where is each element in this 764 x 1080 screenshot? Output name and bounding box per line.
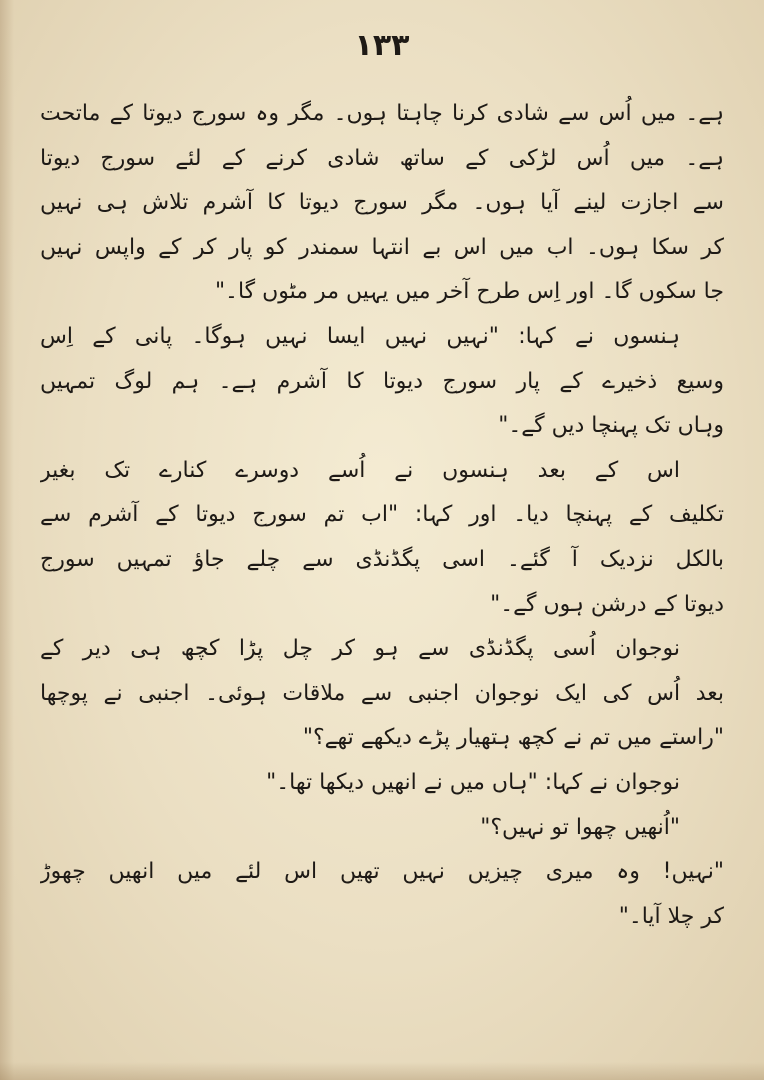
text-line: کر سکا ہوں۔ اب میں اس بے انتہا سمندر کو پار کر کے واپس نہیں <box>40 234 724 260</box>
text-line: ہے۔ میں اُس لڑکی کے ساتھ شادی کرنے کے لئے سورج دیوتا <box>40 145 724 171</box>
page-shadow-left <box>0 0 14 1080</box>
text-line: "راستے میں تم نے کچھ ہتھیار پڑے دیکھے تھے؟" <box>302 725 724 751</box>
text-line: اس کے بعد ہنسوں نے اُسے دوسرے کنارے تک بغیر <box>40 457 680 483</box>
text-line: جا سکوں گا۔ اور اِس طرح آخر میں یہیں مر مٹوں گا۔" <box>214 279 724 305</box>
text-line: وسیع ذخیرے کے پار سورج دیوتا کا آشرم ہے۔ ہم لوگ تمہیں <box>40 368 724 394</box>
text-line: ہنسوں نے کہا: "نہیں نہیں ایسا نہیں ہوگا۔ پانی کے اِس <box>40 323 680 349</box>
text-line: نوجوان نے کہا: "ہاں میں نے انھیں دیکھا تھا۔" <box>266 769 680 795</box>
page-number: ۱۳۳ <box>354 28 410 63</box>
text-line: سے اجازت لینے آیا ہوں۔ مگر سورج دیوتا کا آشرم تلاش ہی نہیں <box>40 190 724 216</box>
text-line: دیوتا کے درشن ہوں گے۔" <box>490 591 724 617</box>
text-line: نوجوان اُسی پگڈنڈی سے ہو کر چل پڑا کچھ ہی دیر کے <box>40 636 680 662</box>
text-line: "نہیں! وہ میری چیزیں نہیں تھیں اس لئے میں انھیں چھوڑ <box>40 859 724 885</box>
page-text <box>40 92 724 939</box>
text-line: ہے۔ میں اُس سے شادی کرنا چاہتا ہوں۔ مگر وہ سورج دیوتا کے ماتحت <box>40 101 724 126</box>
text-line: "اُنھیں چھوا تو نہیں؟" <box>480 814 680 840</box>
text-line: بالکل نزدیک آ گئے۔ اسی پگڈنڈی سے چلے جاؤ تمہیں سورج <box>40 546 724 572</box>
text-line: کر چلا آیا۔" <box>618 903 724 929</box>
text-line: وہاں تک پہنچا دیں گے۔" <box>498 413 724 439</box>
text-line: تکلیف کے پہنچا دیا۔ اور کہا: "اب تم سورج دیوتا کے آشرم سے <box>40 502 724 528</box>
page-shadow-bottom <box>0 1062 764 1080</box>
text-line: بعد اُس کی ایک نوجوان اجنبی سے ملاقات ہوئی۔ اجنبی نے پوچھا <box>40 680 724 706</box>
